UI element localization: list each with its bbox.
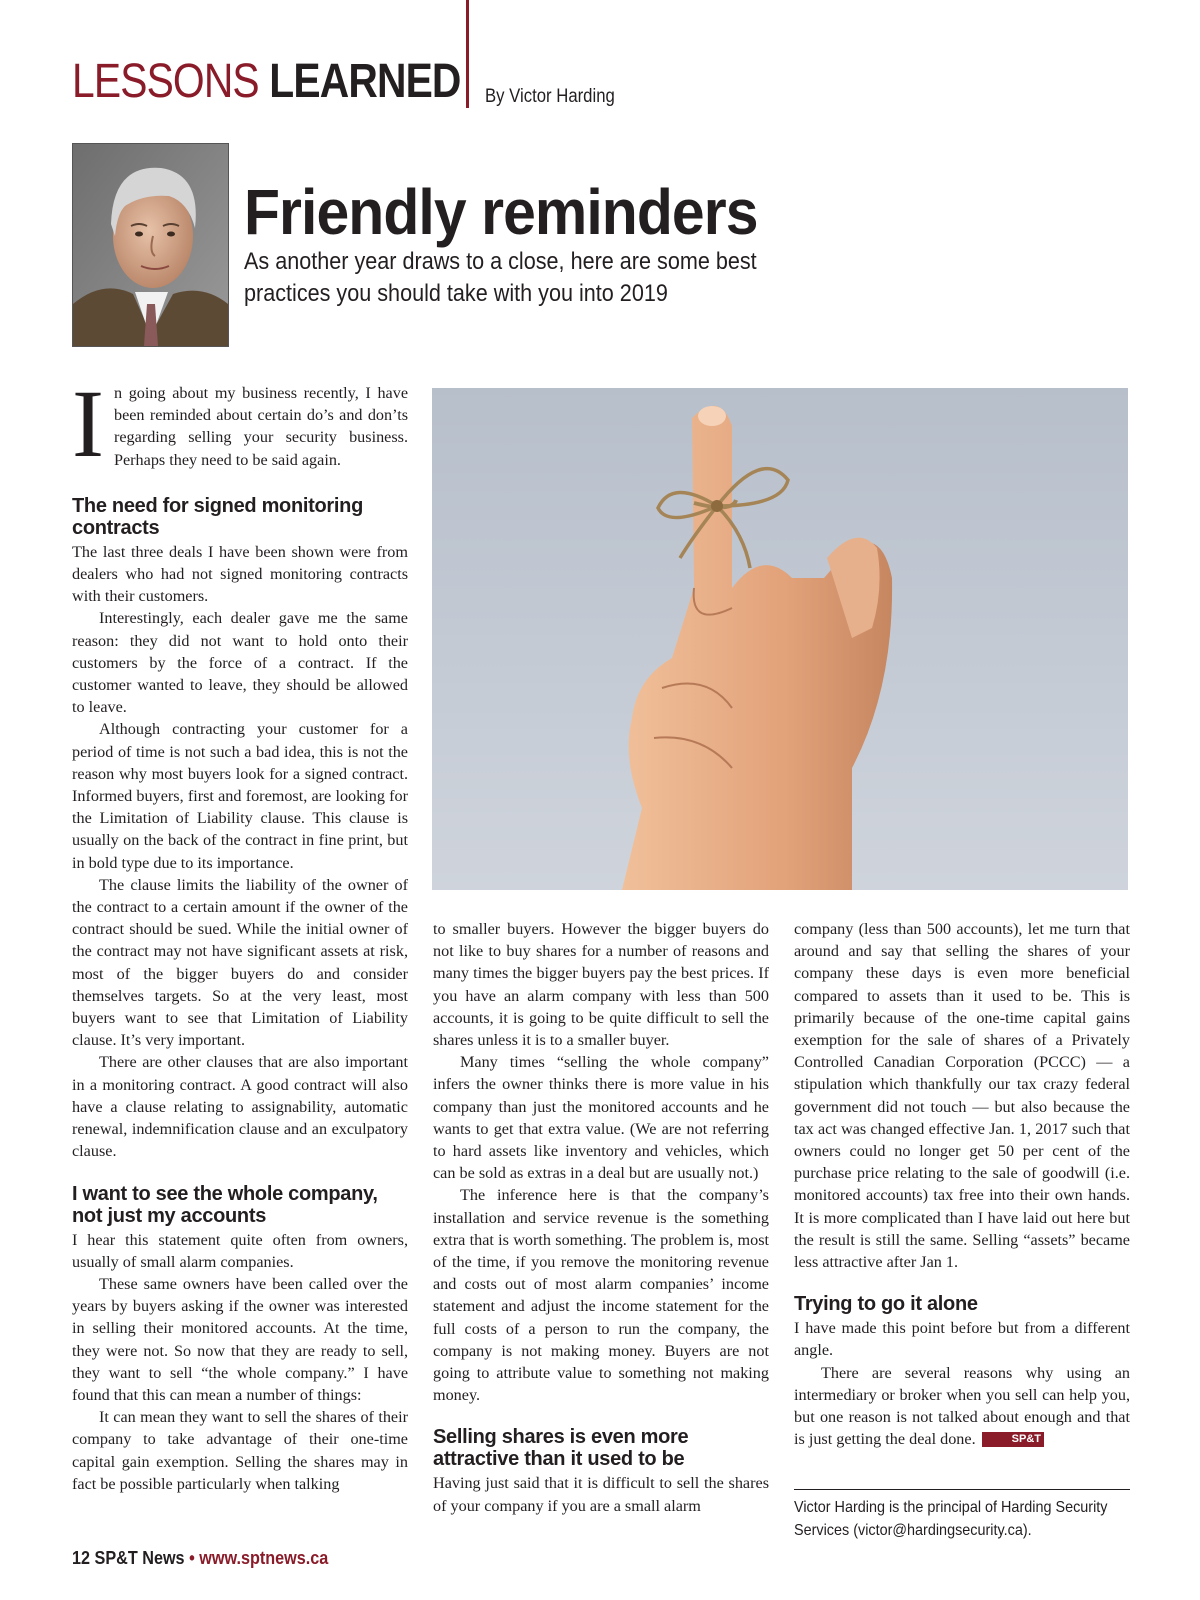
drop-cap: I xyxy=(72,370,104,477)
author-bio: Victor Harding is the principal of Harding Security Services (victor@hardingsecurity.ca). xyxy=(794,1499,1108,1539)
body-paragraph: The inference here is that the company’s installation and service revenue is the something extra that is worth something. The problem is, most of the time, if you remove the monitoring revenue and costs out of most alarm companies’ income statement and adjust the income statement for the full costs of a person to run the company, the company is not making money. Buyers are not going to attribute value to something not making money. xyxy=(433,1186,769,1405)
footer-bullet: • xyxy=(189,1548,195,1568)
end-mark-logo: SP&T xyxy=(982,1432,1044,1447)
author-portrait xyxy=(72,143,229,347)
intro-paragraph xyxy=(72,370,408,477)
section-title-word2: LEARNED xyxy=(269,55,461,108)
body-paragraph: company (less than 500 accounts), let me turn that around and say that selling the shares of your company these days is even more beneficial compared to assets than it used to be. This is primarily because of the one-time capital gains exemption for the sale of shares of a Privately Controlled Canadian Corporation (PCCC) — a stipulation which thankfully our tax crazy federal government did not touch — but also because the tax act was changed effective Jan. 1, 2017 such that owners could no longer get 50 per cent of the purchase price relating to the sale of goodwill (i.e. monitored accounts) tax free into their own hands. It is more complicated than I have laid out here but the result is still the same. Selling “assets” became less attractive after Jan 1. xyxy=(794,920,1130,1272)
section-heading: I want to see the whole company, not just my accounts xyxy=(72,1182,378,1227)
bio-divider xyxy=(794,1489,1130,1490)
column-2 xyxy=(433,918,769,1517)
section-title-word1: LESSONS xyxy=(72,55,259,108)
body-paragraph: The last three deals I have been shown were from dealers who had not signed monitoring contracts with their customers. xyxy=(72,542,408,606)
body-paragraph: Many times “selling the whole company” infers the owner thinks there is more value in his company than just the monitored accounts and he wants to get that extra value. (We are not referring to hard assets like inventory and vehicles, which can be sold as extras in a deal but are usually not.) xyxy=(433,1053,769,1183)
body-paragraph: Having just said that it is difficult to sell the shares of your company if you are a small alarm xyxy=(433,1474,769,1515)
closing-text: There are several reasons why using an intermediary or broker when you sell can help you, but one reason is not talked about enough and that is just getting the deal done. xyxy=(794,1363,1130,1449)
section-title xyxy=(72,55,461,108)
body-paragraph: I have made this point before but from a different angle. xyxy=(794,1319,1130,1360)
page-number: 12 xyxy=(72,1548,91,1568)
column-3 xyxy=(794,918,1130,1450)
column-1 xyxy=(72,370,408,1495)
author-portrait-image xyxy=(73,144,228,346)
header-divider xyxy=(466,0,469,108)
body-paragraph: Interestingly, each dealer gave me the same reason: they did not want to hold onto their customers by the force of a contract. If the customer wanted to leave, they should be allowed to leave. xyxy=(72,609,408,717)
page-footer xyxy=(72,1548,328,1569)
body-paragraph: to smaller buyers. However the bigger buyers do not like to buy shares for a number of reasons and many times the bigger buyers pay the best prices. If you have an alarm company with less than 500 accounts, it is going to be quite difficult to sell the shares unless it is to a smaller buyer. xyxy=(433,920,769,1050)
body-paragraph: I hear this statement quite often from owners, usually of small alarm companies. xyxy=(72,1230,408,1271)
headline: Friendly reminders xyxy=(244,176,758,248)
body-paragraph: There are other clauses that are also important in a monitoring contract. A good contract will also have a clause relating to assignability, automatic renewal, indemnification clause and an exculpatory clause. xyxy=(72,1053,408,1161)
body-paragraph: The clause limits the liability of the owner of the contract to a certain amount if the owner of the contract should be sued. While the initial owner of the contract may not have significant assets at risk, most of the bigger buyers do and consider themselves targets. So at the very least, most buyers want to see that Limitation of Liability clause. It’s very important. xyxy=(72,875,408,1050)
byline: By Victor Harding xyxy=(485,86,615,107)
body-paragraph: These same owners have been called over the years by buyers asking if the owner was interested in selling their monitored accounts. At the time, they were not. So now that they are ready to sell, they want to sell “the whole company.” I have found that this can mean a number of things: xyxy=(72,1274,408,1404)
body-paragraph: Although contracting your customer for a period of time is not such a bad idea, this is not the reason why most buyers look for a signed contract. Informed buyers, first and foremost, are looking for the Limitation of Liability clause. This clause is usually on the back of the contract in fine print, but in bold type due to its importance. xyxy=(72,720,408,872)
body-paragraph xyxy=(794,1362,1130,1451)
finger-string-photo xyxy=(432,388,1128,890)
section-heading: The need for signed monitoring contracts xyxy=(72,494,364,539)
section-heading: Selling shares is even more attractive than it used to be xyxy=(433,1426,689,1471)
article-photo xyxy=(432,388,1128,890)
body-paragraph: It can mean they want to sell the shares of their company to take advantage of their one-time capital gain exemption. Selling the shares may in fact be possible particularly when talking xyxy=(72,1408,408,1493)
intro-text: n going about my business recently, I have been reminded about certain do’s and don’ts regarding selling your security business. Perhaps they need to be said again. xyxy=(113,384,408,469)
website-link[interactable]: www.sptnews.ca xyxy=(199,1548,329,1568)
section-heading: Trying to go it alone xyxy=(794,1293,978,1316)
deck: As another year draws to a close, here are some best practices you should take with you into 2019 xyxy=(244,248,757,307)
publication-name: SP&T News xyxy=(94,1548,185,1568)
